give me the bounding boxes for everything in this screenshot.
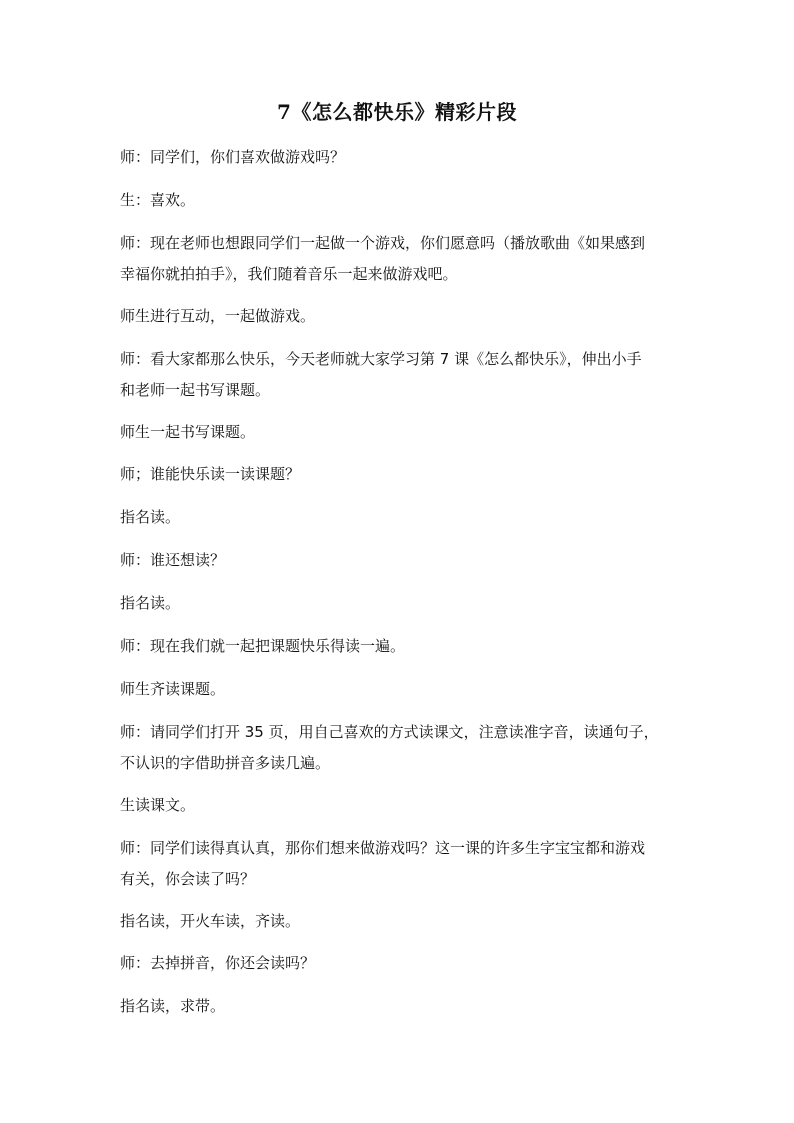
paragraph-line: 师：看大家都那么快乐，今天老师就大家学习第 7 课《怎么都快乐》，伸出小手 [120,350,642,368]
paragraph [120,459,680,490]
paragraph [120,717,680,779]
paragraph [120,344,680,406]
paragraph-line: 师生齐读课题。 [120,680,226,698]
paragraph [120,674,680,705]
paragraph-line: 师：谁还想读？ [120,551,226,569]
paragraph [120,631,680,662]
paragraph-line: 和老师一起书写课题。 [120,381,271,399]
paragraph [120,790,680,821]
paragraph-line: 指名读。 [120,594,181,612]
paragraph-line: 有关，你会读了吗？ [120,870,256,888]
paragraph-line: 不认识的字借助拼音多读几遍。 [120,754,331,772]
paragraph-line: 生：喜欢。 [120,191,196,209]
paragraph [120,948,680,979]
paragraph-line: 师：同学们，你们喜欢做游戏吗？ [120,148,346,166]
paragraph-line: 生读课文。 [120,796,196,814]
paragraph [120,142,680,173]
paragraph [120,185,680,216]
paragraph-line: 师：去掉拼音，你还会读吗？ [120,954,316,972]
paragraph-line: 师：请同学们打开 35 页，用自己喜欢的方式读课文，注意读准字音，读通句子， [120,723,659,741]
paragraph [120,906,680,937]
document-title: 7《怎么都快乐》精彩片段 [277,100,517,124]
paragraph-line: 师：现在我们就一起把课题快乐得读一遍。 [120,637,406,655]
paragraph [120,417,680,448]
paragraph [120,301,680,332]
paragraph-line: 指名读，求带。 [120,997,226,1015]
paragraph [120,545,680,576]
paragraph-line: 师：同学们读得真认真，那你们想来做游戏吗？这一课的许多生字宝宝都和游戏 [120,839,646,857]
paragraph-line: 师；谁能快乐读一读课题？ [120,465,301,483]
paragraph [120,502,680,533]
paragraph [120,833,680,895]
paragraph-line: 师生进行互动，一起做游戏。 [120,307,316,325]
paragraph-line: 指名读。 [120,508,181,526]
paragraph-line: 师生一起书写课题。 [120,423,256,441]
paragraph-line: 师：现在老师也想跟同学们一起做一个游戏，你们愿意吗（播放歌曲《如果感到 [120,234,646,252]
paragraph [120,991,680,1022]
paragraph-line: 幸福你就拍拍手》，我们随着音乐一起来做游戏吧。 [120,265,458,283]
paragraph [120,228,680,290]
paragraph [120,588,680,619]
paragraph-line: 指名读，开火车读，齐读。 [120,912,301,930]
